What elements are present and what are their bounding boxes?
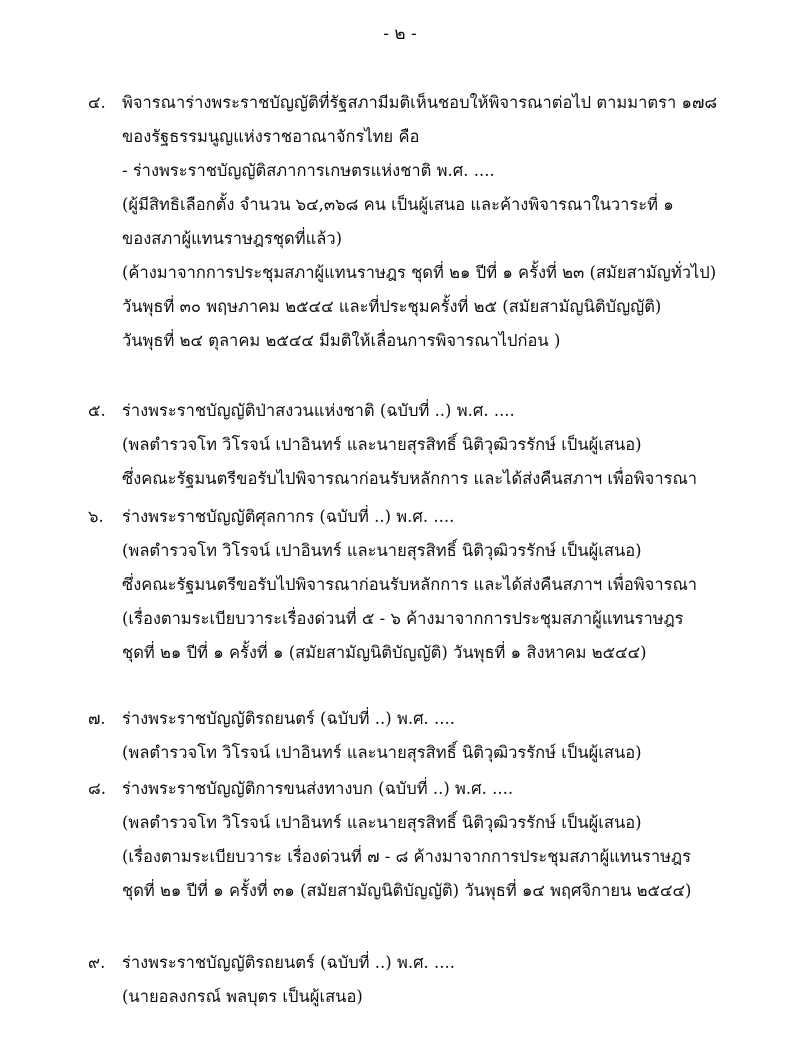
item-number: ๘. bbox=[88, 779, 106, 798]
item-number: ๔. bbox=[88, 93, 106, 112]
item-line: ร่างพระราชบัญญัติศุลกากร (ฉบับที่ ..) พ.ศ. .... bbox=[122, 507, 455, 526]
item-line: วันพุธที่ ๒๔ ตุลาคม ๒๕๔๔ มีมติให้เลื่อนการพิจารณาไปก่อน ) bbox=[122, 331, 561, 350]
item-line: (พลตำรวจโท วิโรจน์ เปาอินทร์ และนายสุรสิทธิ์ นิติวุฒิวรรักษ์ เป็นผู้เสนอ) bbox=[122, 813, 642, 832]
item-line: ร่างพระราชบัญญัติป่าสงวนแห่งชาติ (ฉบับที่ ..) พ.ศ. .... bbox=[122, 401, 515, 420]
item-line: (ค้างมาจากการประชุมสภาผู้แทนราษฎร ชุดที่ ๒๑ ปีที่ ๑ ครั้งที่ ๒๓ (สมัยสามัญทั่วไป) bbox=[122, 263, 717, 282]
item-line: (เรื่องตามระเบียบวาระเรื่องด่วนที่ ๕ - ๖ ค้างมาจากการประชุมสภาผู้แทนราษฎร bbox=[122, 609, 684, 628]
item-line: (พลตำรวจโท วิโรจน์ เปาอินทร์ และนายสุรสิทธิ์ นิติวุฒิวรรักษ์ เป็นผู้เสนอ) bbox=[122, 743, 642, 762]
item-line: (นายอลงกรณ์ พลบุตร เป็นผู้เสนอ) bbox=[122, 987, 363, 1006]
item-line: (เรื่องตามระเบียบวาระ เรื่องด่วนที่ ๗ - ๘ ค้างมาจากการประชุมสภาผู้แทนราษฎร bbox=[122, 847, 691, 866]
item-line: ซึ่งคณะรัฐมนตรีขอรับไปพิจารณาก่อนรับหลักการ และได้ส่งคืนสภาฯ เพื่อพิจารณา bbox=[122, 575, 698, 594]
item-line: ร่างพระราชบัญญัติรถยนตร์ (ฉบับที่ ..) พ.ศ. .... bbox=[122, 953, 456, 972]
item-line: ชุดที่ ๒๑ ปีที่ ๑ ครั้งที่ ๓๑ (สมัยสามัญนิติบัญญัติ) วันพุธที่ ๑๔ พฤศจิกายน ๒๕๔๔) bbox=[122, 881, 692, 900]
item-line: พิจารณาร่างพระราชบัญญัติที่รัฐสภามีมติเห็นชอบให้พิจารณาต่อไป ตามมาตรา ๑๗๘ bbox=[122, 93, 718, 112]
item-number: ๖. bbox=[88, 507, 104, 526]
item-line: ซึ่งคณะรัฐมนตรีขอรับไปพิจารณาก่อนรับหลักการ และได้ส่งคืนสภาฯ เพื่อพิจารณา bbox=[122, 469, 698, 488]
item-line: ของสภาผู้แทนราษฎรชุดที่แล้ว) bbox=[122, 229, 343, 248]
item-number: ๗. bbox=[88, 709, 106, 728]
page-number: - ๒ - bbox=[383, 24, 417, 44]
item-number: ๕. bbox=[88, 401, 106, 420]
item-line: - ร่างพระราชบัญญัติสภาการเกษตรแห่งชาติ พ.ศ. .... bbox=[122, 161, 495, 180]
item-number: ๙. bbox=[88, 953, 106, 972]
item-line: วันพุธที่ ๓๐ พฤษภาคม ๒๕๔๔ และที่ประชุมครั้งที่ ๒๕ (สมัยสามัญนิติบัญญัติ) bbox=[122, 297, 662, 316]
item-line: (ผู้มีสิทธิเลือกตั้ง จำนวน ๖๔,๓๖๘ คน เป็นผู้เสนอ และค้างพิจารณาในวาระที่ ๑ bbox=[122, 195, 674, 214]
item-line: (พลตำรวจโท วิโรจน์ เปาอินทร์ และนายสุรสิทธิ์ นิติวุฒิวรรักษ์ เป็นผู้เสนอ) bbox=[122, 435, 642, 454]
item-line: ชุดที่ ๒๑ ปีที่ ๑ ครั้งที่ ๑ (สมัยสามัญนิติบัญญัติ) วันพุธที่ ๑ สิงหาคม ๒๕๔๔) bbox=[122, 643, 647, 662]
item-line: ของรัฐธรรมนูญแห่งราชอาณาจักรไทย คือ bbox=[122, 127, 420, 146]
item-line: ร่างพระราชบัญญัติการขนส่งทางบก (ฉบับที่ ..) พ.ศ. .... bbox=[122, 779, 514, 798]
item-line: (พลตำรวจโท วิโรจน์ เปาอินทร์ และนายสุรสิทธิ์ นิติวุฒิวรรักษ์ เป็นผู้เสนอ) bbox=[122, 541, 642, 560]
item-line: ร่างพระราชบัญญัติรถยนตร์ (ฉบับที่ ..) พ.ศ. .... bbox=[122, 709, 456, 728]
